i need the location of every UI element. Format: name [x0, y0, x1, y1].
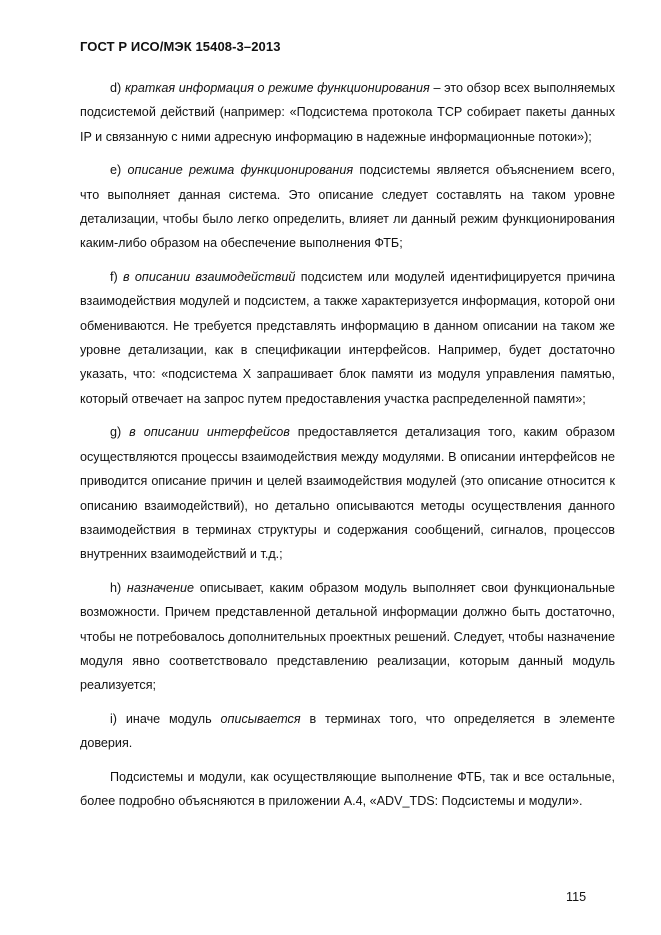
page-number: 115 [566, 890, 587, 904]
item-lead: g) [110, 425, 130, 440]
item-text: описывает, каким образом модуль выполняет свои функциональные возможности. Причем представленной детальной информации должно быть достаточно, чтобы не потребовалось дополнительных проектных решений. Следует, чтобы назначение модуля явно соответствовало представлению реализации, которым данный модуль реализуется; [80, 580, 615, 693]
item-term: описывается [220, 711, 301, 726]
paragraph-e [80, 158, 615, 256]
item-lead: h) [110, 580, 127, 595]
item-text: в терминах того, что определяется в элементе доверия. [80, 711, 615, 751]
item-text: – это обзор всех выполняемых подсистемой действий (например: «Подсистема протокола TCP собирает пакеты данных IP и связанную с ними адресную информацию в надежные информационные потоки»); [80, 81, 616, 144]
item-term: описание режима функционирования [127, 163, 354, 178]
paragraph-summary [80, 765, 615, 814]
standard-header: ГОСТ Р ИСО/МЭК 15408-3–2013 [80, 39, 281, 54]
item-term: в описании взаимодействий [123, 269, 296, 284]
item-lead: i) иначе модуль [110, 711, 221, 726]
paragraph-f [80, 265, 615, 411]
item-text: подсистем или модулей идентифицируется причина взаимодействия модулей и подсистем, а также характеризуется информация, которой они обмениваются. Не требуется представлять информацию в данном описании на таком же уровне детализации, как в спецификации интерфейсов. Например, будет достаточно указать, что: «подсистема X запрашивает блок памяти из модуля управления памятью, который отвечает на запрос путем предоставления участка распределенной памяти»; [80, 269, 615, 406]
item-text: предоставляется детализация того, каким образом осуществляются процессы взаимодействия между модулями. В описании интерфейсов не приводится описание причин и целей взаимодействия модулей (это описание относится к описанию взаимодействий), но детально описываются методы осуществления данного взаимодействия в терминах структуры и содержания сообщений, сигналов, процессов внутренних взаимодействий и т.д.; [80, 425, 616, 562]
paragraph-g [80, 420, 615, 566]
paragraph-d [80, 76, 615, 149]
item-lead: f) [110, 269, 124, 284]
item-lead: e) [110, 163, 128, 178]
item-term: назначение [126, 580, 194, 595]
item-text: Подсистемы и модули, как осуществляющие выполнение ФТБ, так и все остальные, более подробно объясняются в приложении А.4, «ADV_TDS: Подсистемы и модули». [80, 769, 615, 808]
body-text [80, 76, 615, 813]
item-term: краткая информация о режиме функционирования [124, 81, 430, 95]
item-term: в описании интерфейсов [129, 425, 290, 440]
item-lead: d) [110, 81, 125, 95]
item-text: подсистемы является объяснением всего, что выполняет данная система. Это описание следует составлять на таком уровне детализации, чтобы было легко определить, влияет ли данный режим функционирования каким-либо образом на обеспечение выполнения ФТБ; [80, 163, 615, 251]
paragraph-h [80, 576, 615, 698]
paragraph-i [80, 707, 615, 756]
